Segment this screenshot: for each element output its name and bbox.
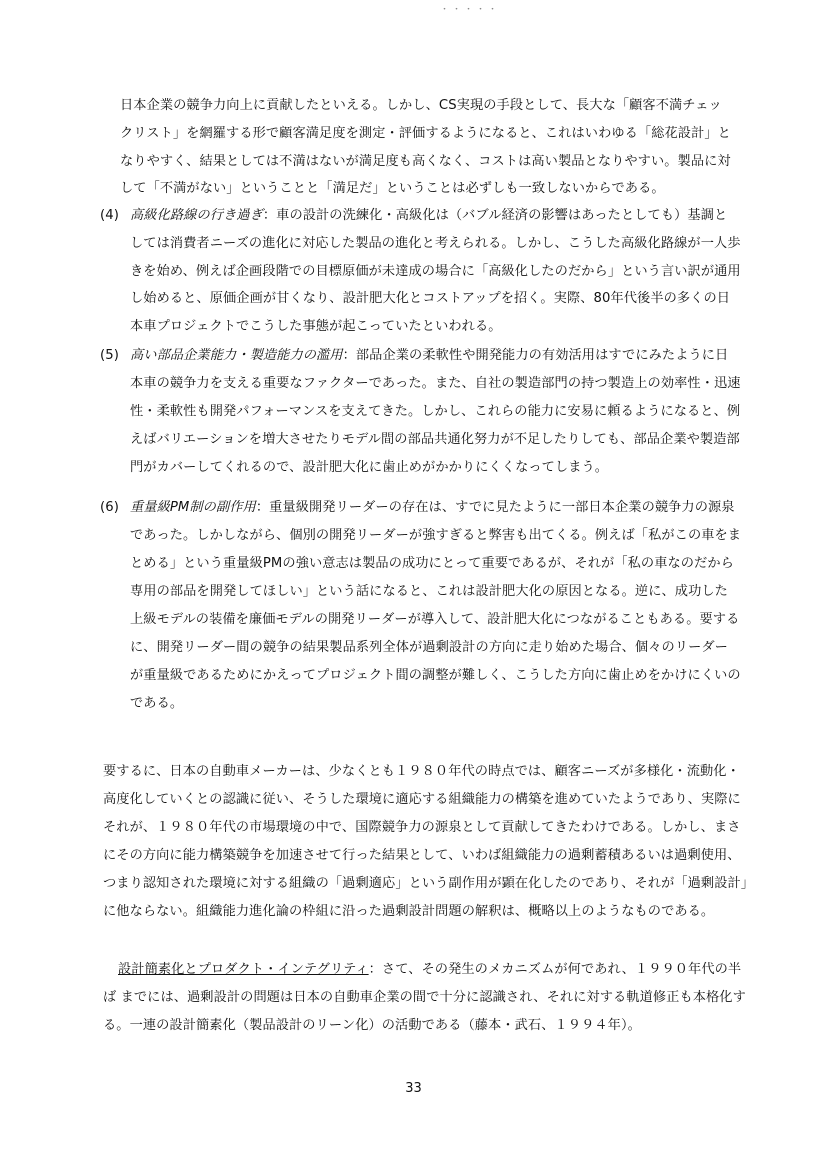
text-line: して「不満がない」ということと「満足だ」ということは必ずしも一致しないからである。: [120, 181, 665, 196]
section-heading: 設計簡素化とプロダクト・インテグリティ: [118, 962, 369, 977]
text-line: えばバリエーションを増大させたりモデル間の部品共通化努力が不足したりしても、部品企業や製造部: [130, 432, 740, 447]
text-line: であった。しかしながら、個別の開発リーダーが強すぎると弊害も出てくる。例えば「私がこの車をま: [130, 528, 742, 543]
text-line: である。: [130, 696, 184, 711]
text-line: に、開発リーダー間の競争の結果製品系列全体が過剰設計の方向に走り始めた場合、個々のリーダー: [130, 640, 728, 655]
text-line: にその方向に能力構築競争を加速させて行った結果として、いわば組織能力の過剰蓄積あるいは過剰使用、: [103, 848, 741, 863]
text-line: しては消費者ニーズの進化に対応した製品の進化と考えられる。しかし、こうした高級化路線が一人歩: [130, 236, 741, 251]
item-text: ：車の設計の洗練化・高級化は（バブル経済の影響はあったとしても）基調と: [262, 208, 728, 223]
item-title: 高級化路線の行き過ぎ: [130, 208, 263, 223]
text-line: それが、１９８０年代の市場環境の中で、国際競争力の源泉として貢献してきたわけである。しかし、まさ: [103, 820, 741, 835]
item-number: (6): [100, 500, 119, 515]
text-line: が重量級であるためにかえってプロジェクト間の調整が難しく、こうした方向に歯止めをかけにくいの: [130, 668, 741, 683]
list-item-5: [100, 348, 728, 364]
item-text: ：さて、その発生のメカニズムが何であれ、１９９０年代の半: [368, 962, 742, 977]
text-line: 本車の競争力を支える重要なファクターであった。また、自社の製造部門の持つ製造上の効率性・迅速: [130, 376, 741, 391]
text-line: きを始め、例えば企画段階での目標原価が未達成の場合に「高級化したのだから」という言い訳が通用: [130, 264, 741, 279]
text-line: つまり認知された環境に対する組織の「過剰適応」という副作用が顕在化したのであり、それが「過剰設計」: [103, 876, 755, 891]
text-line: ば までには、過剰設計の問題は日本の自動車企業の間で十分に認識され、それに対する軌道修正も本格化す: [103, 990, 746, 1005]
section-intro-line: [118, 962, 741, 978]
text-line: 上級モデルの装備を廉価モデルの開発リーダーが導入して、設計肥大化につながることもある。要する: [130, 612, 740, 627]
item-text: 高い部品企業能力・製造能力の濫用：部品企業の柔軟性や開発能力の有効活用はすでにみたように日: [130, 348, 729, 363]
item-number: (5): [100, 348, 119, 363]
text-line: 要するに、日本の自動車メーカーは、少なくとも１９８０年代の時点では、顧客ニーズが多様化・流動化・: [103, 764, 740, 779]
item-number: (4): [100, 208, 119, 223]
item-text: 重量級PM制の副作用：重量級開発リーダーの存在は、すでに見たように一部日本企業の競争力の源泉: [130, 500, 735, 515]
item-title: 高い部品企業能力・製造能力の濫用: [130, 348, 343, 363]
text-line: 本車プロジェクトでこうした事態が起こっていたといわれる。: [130, 319, 502, 334]
text-line: し始めると、原価企画が甘くなり、設計肥大化とコストアップを招く。実際、80年代後半の多くの日: [130, 291, 731, 306]
page-number: 33: [405, 1081, 422, 1096]
text-line: とめる」という重量級PMの強い意志は製品の成功にとって重要であるが、それが「私の車なのだから: [130, 556, 734, 571]
item-title: 重量級PM制の副作用: [130, 500, 256, 515]
header-marks: ・・・・・: [440, 5, 501, 15]
text-line: る。一連の設計簡素化（製品設計のリーン化）の活動である（藤本・武石、１９９４年）。: [103, 1018, 641, 1033]
text-line: 日本企業の競争力向上に貢献したといえる。しかし、CS実現の手段として、長大な「顧客不満チェッ: [120, 98, 722, 113]
text-line: 性・柔軟性も開発パフォーマンスを支えてきた。しかし、これらの能力に安易に頼るようになると、例: [130, 404, 741, 419]
text-line: クリスト」を網羅する形で顧客満足度を測定・評価するようになると、これはいわゆる「総花設計」と: [120, 126, 731, 141]
text-line: なりやすく、結果としては不満はないが満足度も高くなく、コストは高い製品となりやすい。製品に対: [120, 154, 731, 169]
text-line: 門がカバーしてくれるので、設計肥大化に歯止めがかかりにくくなってしまう。: [130, 460, 609, 475]
list-item-6: [100, 500, 735, 516]
text-line: に他ならない。組織能力進化論の枠組に沿った過剰設計問題の解釈は、概略以上のようなものである。: [103, 904, 715, 919]
text-line: 高度化していくとの認識に従い、そうした環境に適応する組織能力の構築を進めていたようであり、実際に: [103, 792, 741, 807]
list-item-4: [100, 208, 727, 224]
text-line: 専用の部品を開発してほしい」という話になると、これは設計肥大化の原因となる。逆に、成功した: [130, 584, 728, 599]
